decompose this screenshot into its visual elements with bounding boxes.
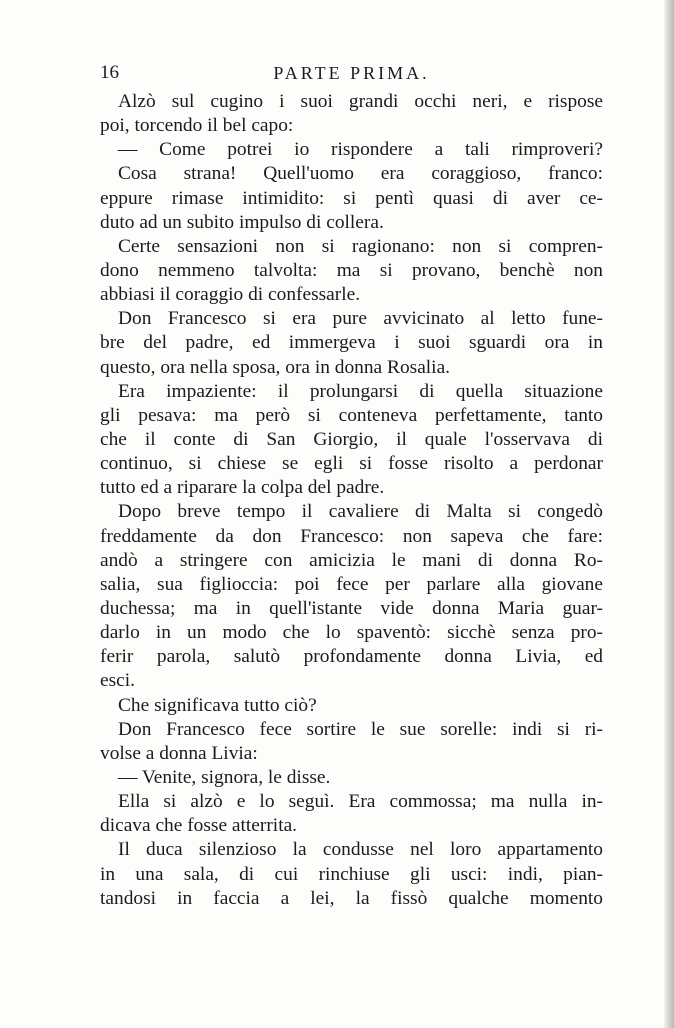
text-line: questo, ora nella sposa, ora in donna Rosalia. xyxy=(100,356,451,378)
text-line: bre del padre, ed immergeva i suoi sguardi ora in xyxy=(100,332,603,354)
text-line: gli pesava: ma però si conteneva perfettamente, tanto xyxy=(100,404,603,426)
text-line: dono nemmeno talvolta: ma si provano, benchè non xyxy=(100,259,603,281)
text-line: andò a stringere con amicizia le mani di donna Ro- xyxy=(100,549,603,571)
text-line: tandosi in faccia a lei, la fissò qualche momento xyxy=(100,887,603,909)
text-line: esci. xyxy=(100,670,135,692)
text-line: Era impaziente: il prolungarsi di quella situazione xyxy=(118,380,603,402)
text-line: — Come potrei io rispondere a tali rimproveri? xyxy=(118,139,603,161)
text-line: poi, torcendo il bel capo: xyxy=(100,115,294,137)
text-line: Ella si alzò e lo seguì. Era commossa; ma nulla in- xyxy=(118,791,603,813)
page-header xyxy=(100,60,603,86)
body-text xyxy=(100,90,603,911)
text-line: eppure rimase intimidito: si pentì quasi di aver ce- xyxy=(100,187,603,209)
text-line: continuo, si chiese se egli si fosse risolto a perdonar xyxy=(100,453,603,475)
text-line: darlo in un modo che lo spaventò: sicchè senza pro- xyxy=(100,622,603,644)
text-line: Alzò sul cugino i suoi grandi occhi neri, e rispose xyxy=(118,91,603,112)
text-line: salia, sua figlioccia: poi fece per parlare alla giovane xyxy=(100,573,603,595)
text-line: volse a donna Livia: xyxy=(100,742,258,764)
text-line: Certe sensazioni non si ragionano: non si compren- xyxy=(118,235,603,257)
text-line: tutto ed a riparare la colpa del padre. xyxy=(100,477,385,499)
text-line: Che significava tutto ciò? xyxy=(118,694,317,716)
text-line: duto ad un subito impulso di collera. xyxy=(100,211,384,233)
text-line: in una sala, di cui rinchiuse gli usci: indi, pian- xyxy=(100,863,603,885)
page-number: 16 xyxy=(100,62,119,83)
text-line: duchessa; ma in quell'istante vide donna Maria guar- xyxy=(100,597,603,619)
text-line: Il duca silenzioso la condusse nel loro appartamento xyxy=(118,839,603,861)
text-line: Don Francesco si era pure avvicinato al letto fune- xyxy=(118,308,603,330)
running-head: PARTE PRIMA. xyxy=(273,63,430,83)
text-line: Dopo breve tempo il cavaliere di Malta si congedò xyxy=(118,501,603,523)
text-line: dicava che fosse atterrita. xyxy=(100,815,298,837)
text-line: — Venite, signora, le disse. xyxy=(118,766,331,788)
text-line: freddamente da don Francesco: non sapeva che fare: xyxy=(100,525,603,547)
text-line: abbiasi il coraggio di confessarle. xyxy=(100,284,361,306)
text-line: Don Francesco fece sortire le sue sorelle: indi si ri- xyxy=(118,718,603,740)
text-line: che il conte di San Giorgio, il quale l'osservava di xyxy=(100,428,603,450)
text-line: ferir parola, salutò profondamente donna Livia, ed xyxy=(100,646,603,668)
page-edge-shadow xyxy=(664,0,674,1028)
text-line: Cosa strana! Quell'uomo era coraggioso, franco: xyxy=(118,163,603,185)
